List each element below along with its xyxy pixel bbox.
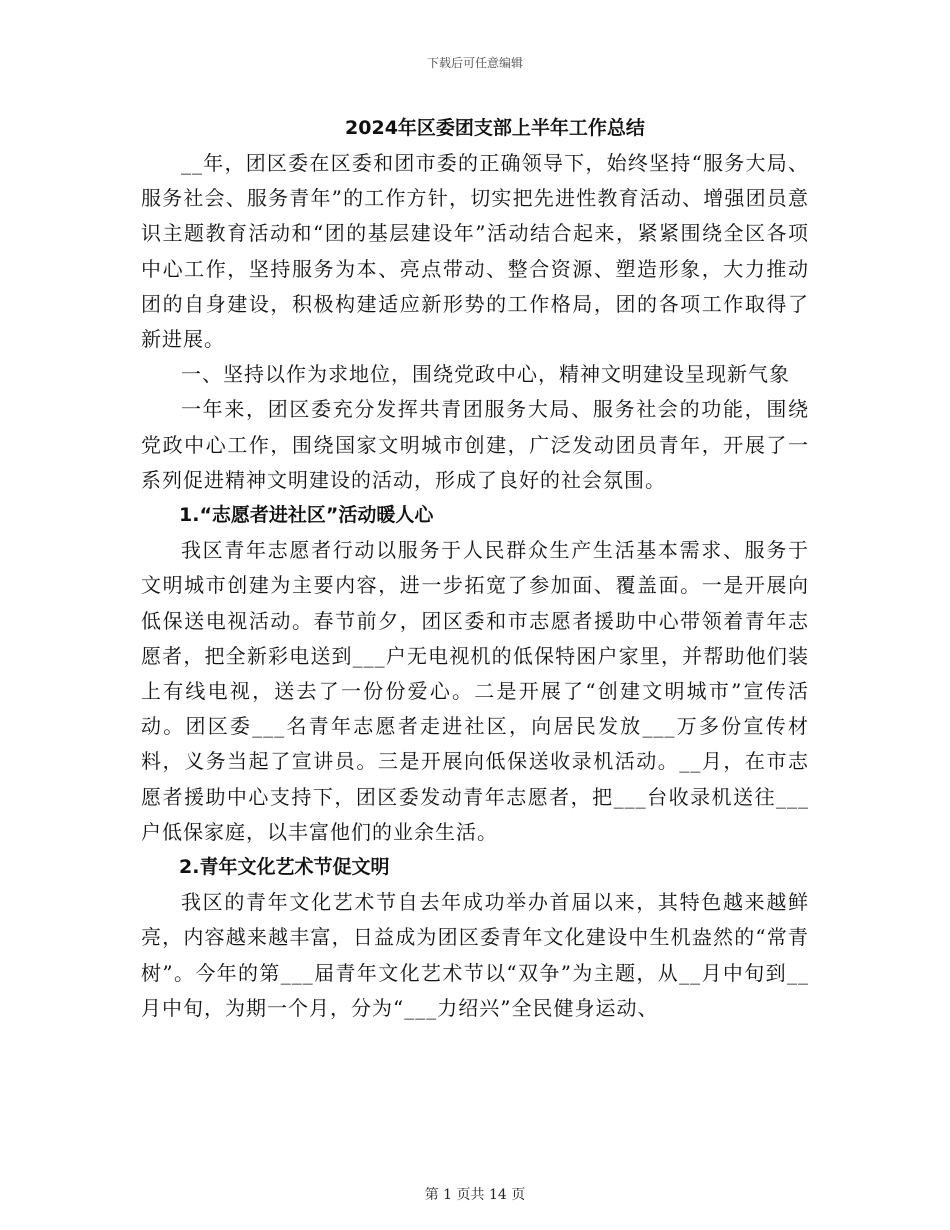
subsection-two-paragraph: 我区的青年文化艺术节自去年成功举办首届以来，其特色越来越鲜亮，内容越来越丰富，日益成为团区委青年文化建设中生机盎然的“常青树”。今年的第___届青年文化艺术节以“双争”为主题，从__月中旬到__月中旬，为期一个月，分为“___力绍兴”全民健身运动、: [141, 890, 809, 1020]
document-title: 2024年区委团支部上半年工作总结: [345, 117, 645, 139]
subsection-one-paragraph: 我区青年志愿者行动以服务于人民群众生产生活基本需求、服务于文明城市创建为主要内容，进一步拓宽了参加面、覆盖面。一是开展向低保送电视活动。春节前夕，团区委和市志愿者援助中心带领着青年志愿者，把全新彩电送到___户无电视机的低保特困户家里，并帮助他们装上有线电视，送去了一份份爱心。二是开展了“创建文明城市”宣传活动。团区委___名青年志愿者走进社区，向居民发放___万多份宣传材料，义务当起了宣讲员。三是开展向低保送收录机活动。__月，在市志愿者援助中心支持下，团区委发动青年志愿者，把___台收录机送往___户低保家庭，以丰富他们的业余生活。: [141, 538, 809, 844]
page-number: 第 1 页共 14 页: [424, 1187, 526, 1203]
subsection-one-heading: 1.“志愿者进社区”活动暖人心: [179, 504, 434, 527]
header-note: 下载后可任意编辑: [426, 56, 523, 70]
subsection-two-heading: 2.青年文化艺术节促文明: [179, 856, 390, 879]
section-one-paragraph: 一年来，团区委充分发挥共青团服务大局、服务社会的功能，围绕党政中心工作，围绕国家文明城市创建，广泛发动团员青年，开展了一系列促进精神文明建设的活动，形成了良好的社会氛围。: [141, 397, 809, 492]
document-body: [141, 110, 809, 1026]
section-one-heading: 一、坚持以作为求地位，围绕党政中心，精神文明建设呈现新气象: [181, 362, 790, 387]
intro-paragraph: __年，团区委在区委和团市委的正确领导下，始终坚持“服务大局、服务社会、服务青年”的工作方针，切实把先进性教育活动、增强团员意识主题教育活动和“团的基层建设年”活动结合起来，紧紧围绕全区各项中心工作，坚持服务为本、亮点带动、整合资源、塑造形象，大力推动团的自身建设，积极构建适应新形势的工作格局，团的各项工作取得了新进展。: [141, 151, 809, 352]
